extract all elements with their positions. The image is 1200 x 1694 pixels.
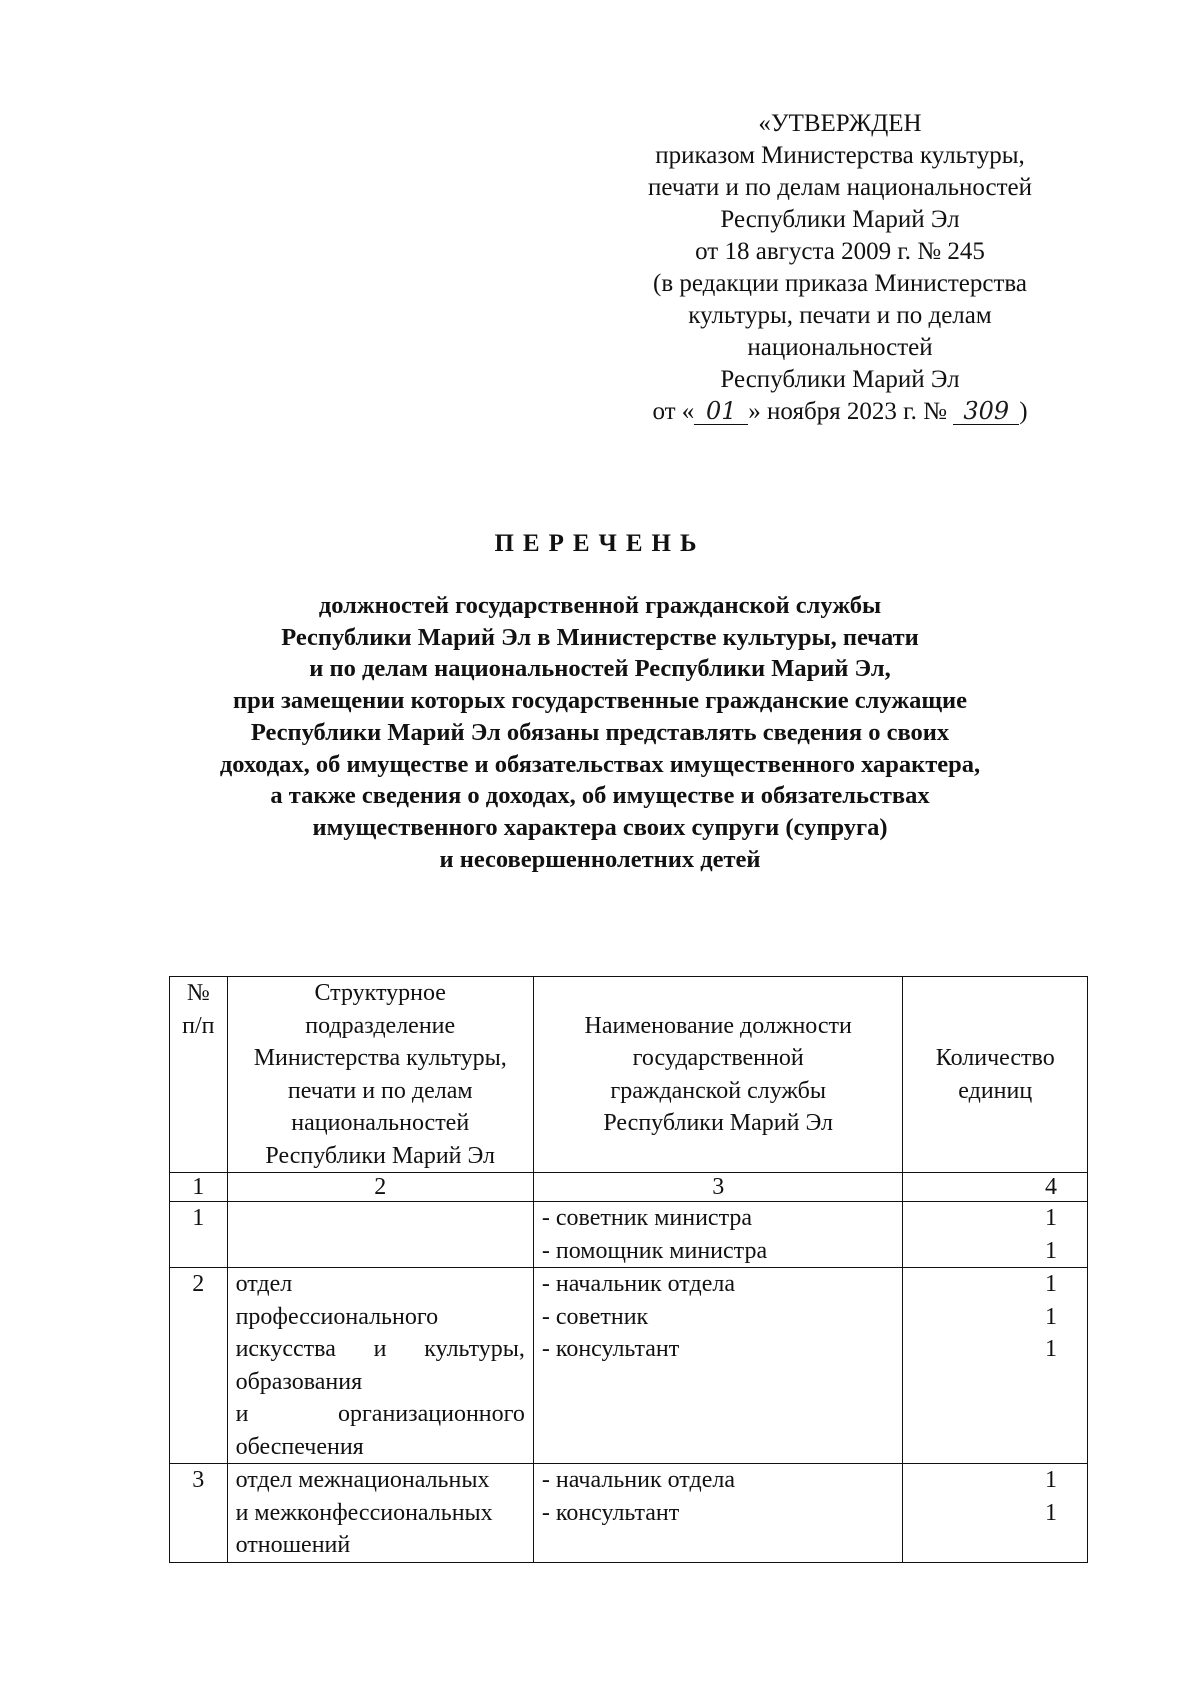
- header-number: [170, 977, 228, 1173]
- header-text: национальностей: [291, 1110, 470, 1136]
- handwritten-order-number: 309: [953, 398, 1019, 425]
- date-middle: » ноября 2023 г. №: [748, 398, 954, 425]
- approval-line: от 18 августа 2009 г. № 245: [695, 238, 985, 265]
- table-header-row: [170, 977, 1088, 1173]
- position-item: - начальник отдела: [541, 1467, 735, 1493]
- row-number: 2: [170, 1268, 228, 1464]
- subtitle-line: и по делам национальностей Республики Марий Эл,: [309, 655, 891, 683]
- unit-line: и организационного: [235, 1401, 525, 1427]
- row-unit: [227, 1464, 533, 1563]
- row-positions: [533, 1268, 903, 1464]
- subtitle-line: и несовершеннолетних детей: [439, 845, 761, 873]
- approval-date-line: [600, 396, 1080, 428]
- unit-line: обеспечения: [235, 1433, 364, 1460]
- date-suffix: ): [1019, 398, 1028, 425]
- table-row: [170, 1464, 1088, 1563]
- table-row: [170, 1268, 1088, 1464]
- count-item: 1: [1045, 1271, 1057, 1297]
- subtitle-line: доходах, об имуществе и обязательствах имущественного характера,: [219, 750, 981, 778]
- handwritten-day: 01: [694, 398, 748, 425]
- header-text: печати и по делам: [287, 1077, 473, 1104]
- column-number: 4: [903, 1173, 1088, 1202]
- header-text: Структурное: [314, 980, 446, 1006]
- approval-line: приказом Министерства культуры,: [655, 142, 1025, 169]
- unit-line: искусства и культуры,: [235, 1336, 525, 1362]
- row-counts: [903, 1268, 1088, 1464]
- count-item: 1: [1045, 1467, 1057, 1493]
- subtitle-line: Республики Марий Эл в Министерстве культуры, печати: [281, 623, 919, 651]
- header-count: [903, 977, 1088, 1173]
- row-positions: [533, 1464, 903, 1563]
- header-text: Количество: [935, 1045, 1055, 1071]
- position-item: - советник: [541, 1303, 649, 1330]
- count-item: 1: [1045, 1336, 1057, 1362]
- count-item: 1: [1045, 1205, 1057, 1231]
- header-text: подразделение: [305, 1012, 456, 1039]
- header-text: №: [186, 980, 210, 1006]
- header-text: п/п: [182, 1012, 215, 1039]
- approval-line: национальностей: [747, 334, 933, 361]
- position-item: - консультант: [541, 1499, 680, 1526]
- position-item: - консультант: [541, 1336, 680, 1362]
- approval-line: печати и по делам национальностей: [648, 174, 1032, 201]
- unit-line: профессионального: [235, 1303, 439, 1330]
- count-item: 1: [1045, 1237, 1057, 1264]
- unit-line: отношений: [235, 1532, 351, 1558]
- column-number: 3: [533, 1173, 903, 1202]
- row-number: 1: [170, 1202, 228, 1268]
- header-unit: [227, 977, 533, 1173]
- unit-line: образования: [235, 1368, 363, 1395]
- unit-line: отдел: [235, 1271, 293, 1297]
- subtitle-line: Республики Марий Эл обязаны представлять сведения о своих: [250, 718, 950, 746]
- table-row: [170, 1202, 1088, 1268]
- column-number: 1: [170, 1173, 228, 1202]
- header-text: Наименование должности: [584, 1012, 852, 1039]
- header-position: [533, 977, 903, 1173]
- row-counts: [903, 1464, 1088, 1563]
- approval-line: (в редакции приказа Министерства: [653, 270, 1027, 297]
- approval-line: Республики Марий Эл: [720, 366, 960, 393]
- row-unit: [227, 1268, 533, 1464]
- subtitle-line: а также сведения о доходах, об имуществе и обязательствах: [270, 782, 930, 810]
- count-item: 1: [1045, 1499, 1057, 1526]
- unit-line: и межконфессиональных: [235, 1499, 493, 1526]
- header-text: единиц: [958, 1077, 1033, 1104]
- document-title: ПЕРЕЧЕНЬ: [494, 530, 706, 557]
- position-item: - помощник министра: [541, 1237, 768, 1264]
- approval-heading: «УТВЕРЖДЕН: [758, 110, 922, 137]
- position-item: - советник министра: [541, 1205, 753, 1231]
- row-number: 3: [170, 1464, 228, 1563]
- approval-line: Республики Марий Эл: [720, 206, 960, 233]
- header-text: Министерства культуры,: [253, 1045, 507, 1071]
- column-number: 2: [227, 1173, 533, 1202]
- approval-line: культуры, печати и по делам: [688, 302, 992, 329]
- date-prefix: от «: [652, 398, 695, 425]
- row-positions: [533, 1202, 903, 1268]
- document-subtitle: [100, 590, 1100, 875]
- header-text: гражданской службы: [610, 1077, 826, 1104]
- unit-line: отдел межнациональных: [235, 1467, 490, 1493]
- header-text: Республики Марий Эл: [603, 1110, 833, 1136]
- positions-table: [169, 976, 1088, 1563]
- row-unit: [227, 1202, 533, 1268]
- header-text: государственной: [632, 1045, 804, 1071]
- header-text: Республики Марий Эл: [265, 1142, 496, 1169]
- approval-stamp: [600, 108, 1080, 428]
- subtitle-line: при замещении которых государственные гражданские служащие: [232, 687, 968, 715]
- position-item: - начальник отдела: [541, 1271, 735, 1297]
- column-number-row: [170, 1173, 1088, 1202]
- subtitle-line: должностей государственной гражданской службы: [318, 592, 882, 619]
- count-item: 1: [1045, 1303, 1057, 1330]
- subtitle-line: имущественного характера своих супруги (супруга): [312, 813, 888, 841]
- row-counts: [903, 1202, 1088, 1268]
